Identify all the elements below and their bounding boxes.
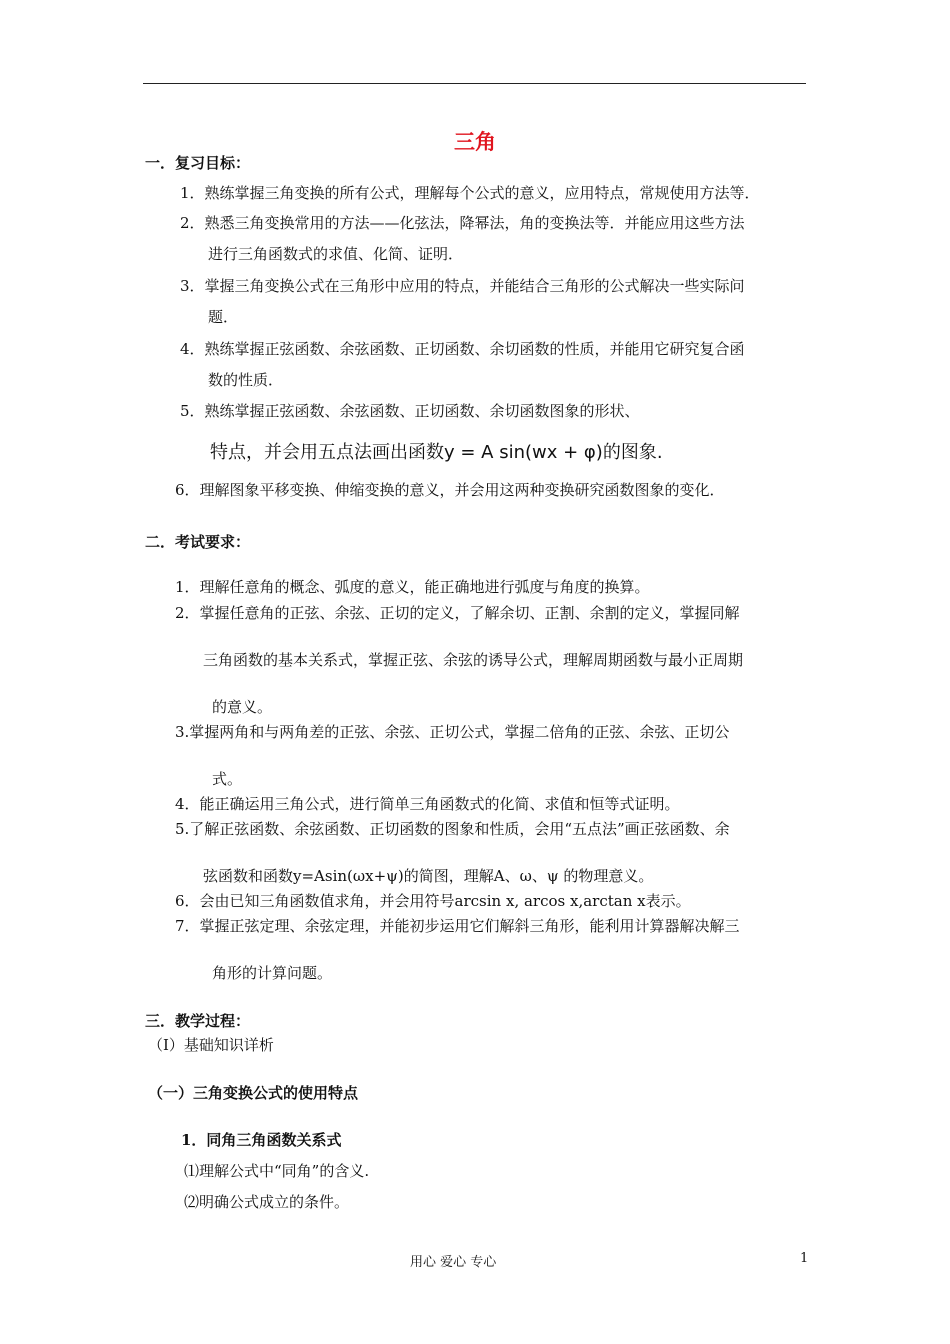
page-number: 1 xyxy=(800,1251,809,1266)
objective-2-line-1: 2．熟悉三角变换常用的方法——化弦法，降幂法，角的变换法等．并能应用这些方法 xyxy=(180,214,745,232)
objective-1: 1．熟练掌握三角变换的所有公式，理解每个公式的意义，应用特点，常规使用方法等． xyxy=(180,184,760,202)
requirement-3-line-2: 式。 xyxy=(212,770,243,788)
requirement-3-line-1: 3.掌握两角和与两角差的正弦、余弦、正切公式，掌握二倍角的正弦、余弦、正切公 xyxy=(175,723,730,741)
part-heading: （Ⅰ）基础知识详析 xyxy=(148,1036,274,1054)
objective-6: 6．理解图象平移变换、伸缩变换的意义，并会用这两种变换研究函数图象的变化． xyxy=(175,481,725,499)
requirement-5-line-1: 5.了解正弦函数、余弦函数、正切函数的图象和性质，会用“五点法”画正弦函数、余 xyxy=(175,820,730,838)
point-1: ⑴理解公式中“同角”的含义. xyxy=(184,1162,370,1180)
objective-5-line-1: 5．熟练掌握正弦函数、余弦函数、正切函数、余切函数图象的形状、 xyxy=(180,402,640,420)
subsubsection-heading: 1．同角三角函数关系式 xyxy=(181,1131,342,1149)
objective-5-line-2: 特点，并会用五点法画出函数y = A sin(wx + φ)的图象. xyxy=(210,442,663,463)
requirement-5-line-2: 弦函数和函数y=Asin(ωx+ψ)的简图，理解A、ω、ψ 的物理意义。 xyxy=(203,867,654,885)
section-heading-2: 二．考试要求： xyxy=(145,533,251,551)
section-heading-3: 三．教学过程： xyxy=(145,1012,251,1030)
section-heading-1: 一．复习目标： xyxy=(145,154,251,172)
objective-4-line-2: 数的性质． xyxy=(208,371,284,389)
document-title: 三角 xyxy=(454,130,496,154)
footer-motto: 用心 爱心 专心 xyxy=(410,1255,497,1270)
objective-3-line-1: 3．掌握三角变换公式在三角形中应用的特点，并能结合三角形的公式解决一些实际问 xyxy=(180,277,745,295)
requirement-6: 6．会由已知三角函数值求角，并会用符号arcsin x, arcos x,arctan x表示。 xyxy=(175,892,691,910)
requirement-2-line-1: 2．掌握任意角的正弦、余弦、正切的定义，了解余切、正割、余割的定义，掌握同解 xyxy=(175,604,740,622)
requirement-1: 1．理解任意角的概念、弧度的意义，能正确地进行弧度与角度的换算。 xyxy=(175,578,650,596)
objective-3-line-2: 题． xyxy=(208,308,239,326)
requirement-7-line-1: 7．掌握正弦定理、余弦定理，并能初步运用它们解斜三角形，能利用计算器解决解三 xyxy=(175,917,740,935)
point-2: ⑵明确公式成立的条件。 xyxy=(184,1193,350,1211)
requirement-2-line-2: 三角函数的基本关系式，掌握正弦、余弦的诱导公式，理解周期函数与最小正周期 xyxy=(203,651,744,669)
header-rule xyxy=(143,83,806,84)
objective-2-line-2: 进行三角函数式的求值、化简、证明． xyxy=(208,245,464,263)
objective-4-line-1: 4．熟练掌握正弦函数、余弦函数、正切函数、余切函数的性质，并能用它研究复合函 xyxy=(180,340,745,358)
requirement-7-line-2: 角形的计算问题。 xyxy=(212,964,333,982)
subsection-heading: （一）三角变换公式的使用特点 xyxy=(148,1084,359,1102)
requirement-4: 4．能正确运用三角公式，进行简单三角函数式的化简、求值和恒等式证明。 xyxy=(175,795,680,813)
requirement-2-line-3: 的意义。 xyxy=(212,698,273,716)
